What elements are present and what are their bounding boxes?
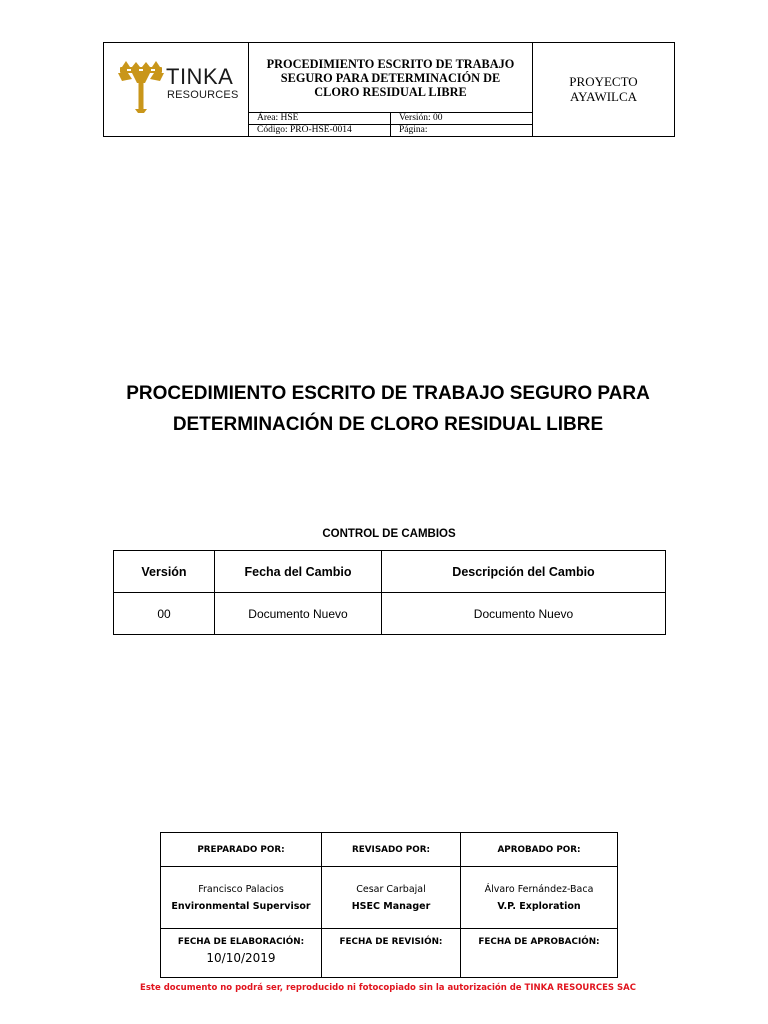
copyright-notice: Este documento no podrá ser, reproducido ni fotocopiado sin la autorización de TINKA RESOURCES SAC (140, 983, 636, 993)
table-cell: Documento Nuevo (215, 593, 382, 635)
prepared-by-name: Francisco Palacios (198, 883, 284, 895)
revision-date-cell (322, 929, 461, 978)
logo-subtitle: RESOURCES (167, 89, 239, 101)
version-field: Versión: 00 (391, 113, 533, 125)
prepared-by-role: Environmental Supervisor (171, 900, 311, 912)
revision-date-label: FECHA DE REVISIÓN: (339, 937, 443, 947)
approved-by-cell (461, 867, 618, 929)
elaboration-date-value: 10/10/2019 (206, 951, 276, 965)
header-title-line: PROCEDIMIENTO ESCRITO DE TRABAJO (266, 56, 515, 71)
logo-wordmark: TINKA (166, 64, 234, 89)
table-cell: Documento Nuevo (382, 593, 666, 635)
header-title-line: SEGURO PARA DETERMINACIÓN DE (280, 70, 501, 85)
reviewed-by-label: REVISADO POR: (322, 833, 461, 867)
approvals-table (160, 832, 618, 978)
table-header-row (114, 551, 666, 593)
logo-cell (104, 43, 249, 137)
table-row (114, 593, 666, 635)
reviewed-by-name: Cesar Carbajal (356, 883, 426, 895)
column-header: Fecha del Cambio (215, 551, 382, 593)
elaboration-date-label: FECHA DE ELABORACIÓN: (177, 937, 305, 947)
approval-date-cell (461, 929, 618, 978)
approved-by-label: APROBADO POR: (461, 833, 618, 867)
elaboration-date-cell (161, 929, 322, 978)
column-header: Descripción del Cambio (382, 551, 666, 593)
approval-date-label: FECHA DE APROBACIÓN: (478, 937, 600, 947)
reviewed-by-cell (322, 867, 461, 929)
change-control-title: CONTROL DE CAMBIOS (322, 528, 456, 540)
change-control-table (113, 550, 666, 635)
header-title-line: CLORO RESIDUAL LIBRE (314, 84, 467, 99)
code-field: Código: PRO-HSE-0014 (249, 125, 391, 137)
reviewed-by-role: HSEC Manager (351, 900, 431, 912)
table-cell: 00 (114, 593, 215, 635)
project-cell (533, 43, 675, 137)
project-name: AYAWILCA (569, 88, 638, 104)
approved-by-role: V.P. Exploration (497, 900, 581, 912)
tinka-emblem-icon (118, 61, 164, 113)
project-label: PROYECTO (569, 74, 638, 89)
prepared-by-cell (161, 867, 322, 929)
page-title-line: PROCEDIMIENTO ESCRITO DE TRABAJO SEGURO PARA (126, 383, 650, 404)
page-title (84, 378, 692, 440)
area-field: Área: HSE (249, 113, 391, 125)
column-header: Versión (114, 551, 215, 593)
prepared-by-label: PREPARADO POR: (161, 833, 322, 867)
document-header (103, 42, 675, 137)
approved-by-name: Álvaro Fernández-Baca (484, 883, 594, 895)
page-title-line: DETERMINACIÓN DE CLORO RESIDUAL LIBRE (172, 414, 604, 435)
company-logo (104, 43, 248, 136)
page-field: Página: (391, 125, 533, 137)
header-doc-title (249, 43, 533, 113)
